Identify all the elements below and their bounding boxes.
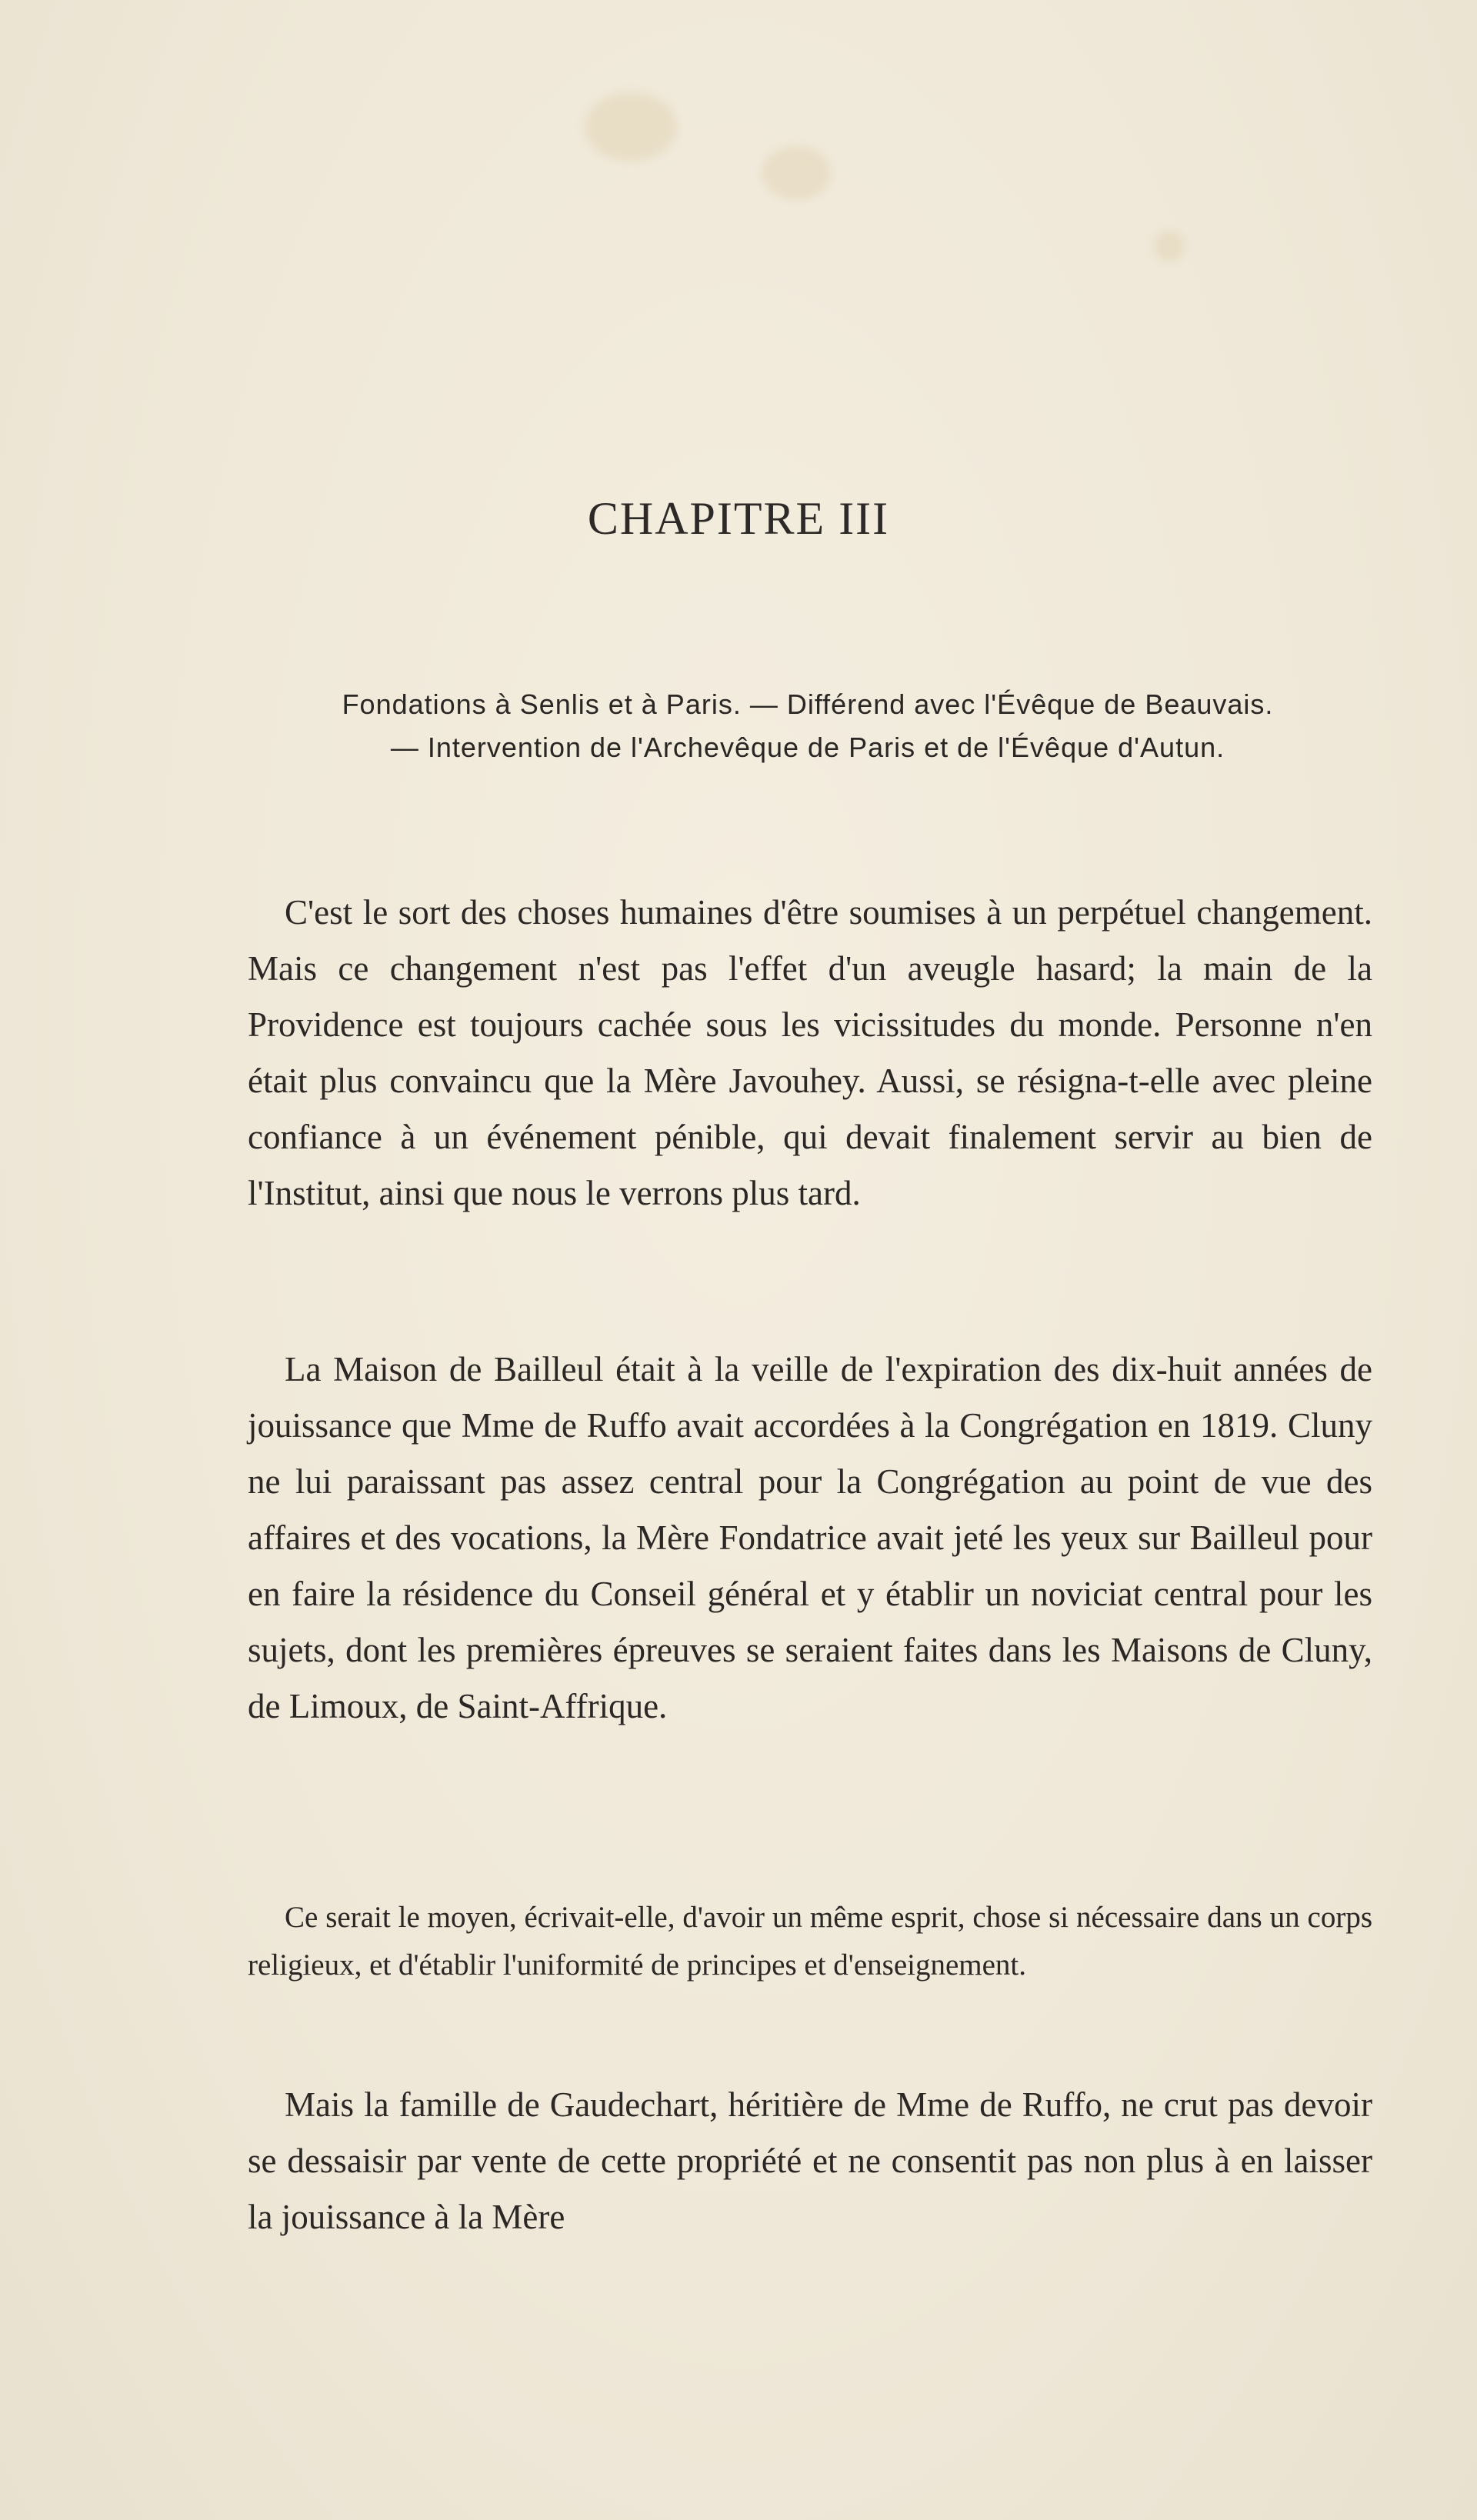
chapter-summary: [231, 683, 1385, 769]
paper-stain: [762, 146, 831, 200]
quote-text: Ce serait le moyen, écrivait-elle, d'avoir un même esprit, chose si nécessaire dans un corps religieux, et d'établir l'uniformité de principes et d'enseignement.: [248, 1901, 1372, 1982]
summary-line-2: — Intervention de l'Archevêque de Paris et de l'Évêque d'Autun.: [390, 732, 1225, 763]
paragraph-text: Mais la famille de Gaudechart, héritière de Mme de Ruffo, ne crut pas devoir se dessaisir par vente de cette propriété et ne consentit pas non plus à en laisser la jouissance à la Mère: [248, 2085, 1372, 2236]
paper-stain: [585, 92, 677, 162]
paragraph-2: [248, 1342, 1372, 1735]
block-quote: [248, 1894, 1372, 1989]
summary-line-1: Fondations à Senlis et à Paris. — Différend avec l'Évêque de Beauvais.: [342, 688, 1274, 720]
chapter-title: CHAPITRE III: [587, 493, 890, 544]
paragraph-text: C'est le sort des choses humaines d'être soumises à un perpétuel changement. Mais ce changement n'est pas l'effet d'un aveugle hasard; la main de la Providence est toujours cachée sous les vicissitudes du monde. Personne n'en était plus convaincu que la Mère Javouhey. Aussi, se résigna-t-elle avec pleine confiance à un événement pénible, qui devait finalement servir au bien de l'Institut, ainsi que nous le verrons plus tard.: [248, 893, 1372, 1212]
paragraph-text: La Maison de Bailleul était à la veille de l'expiration des dix-huit années de jouissance que Mme de Ruffo avait accordées à la Congrégation en 1819. Cluny ne lui paraissant pas assez central pour la Congrégation au point de vue des affaires et des vocations, la Mère Fondatrice avait jeté les yeux sur Bailleul pour en faire la résidence du Conseil général et y établir un noviciat central pour les sujets, dont les premières épreuves se seraient faites dans les Maisons de Cluny, de Limoux, de Saint-Affrique.: [248, 1350, 1372, 1725]
paragraph-1: [248, 885, 1372, 1222]
paper-stain: [1154, 231, 1185, 262]
paragraph-3: [248, 2077, 1372, 2245]
